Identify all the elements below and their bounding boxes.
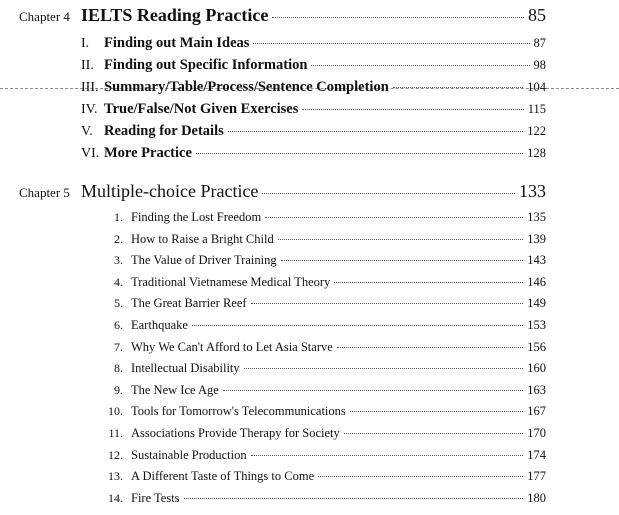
toc-item-row[interactable] [100, 318, 546, 333]
toc-item-row[interactable] [100, 448, 546, 463]
section-title: Summary/Table/Process/Sentence Completion [104, 79, 389, 95]
page-number: 87 [533, 36, 546, 50]
item-title: Tools for Tomorrow's Telecommunications [131, 404, 346, 419]
item-number: 6. [114, 318, 123, 332]
page-number: 180 [527, 490, 546, 505]
item-title: Fire Tests [131, 490, 180, 505]
page-number: 156 [527, 339, 546, 354]
page-number: 174 [527, 447, 546, 462]
dot-leader [337, 347, 523, 348]
dot-leader [251, 455, 524, 456]
dot-leader [192, 325, 523, 326]
chapter-label: Chapter 5 [19, 185, 70, 200]
dot-leader [334, 282, 523, 283]
chapter-title: IELTS Reading Practice [81, 5, 269, 25]
page-number: 149 [527, 296, 546, 311]
item-title: Why We Can't Afford to Let Asia Starve [131, 339, 333, 354]
item-number: 10. [108, 404, 123, 419]
page-number: 122 [527, 124, 546, 138]
dot-leader [302, 109, 523, 110]
item-title: The Great Barrier Reef [131, 296, 247, 311]
page-number: 146 [527, 274, 546, 289]
page-number: 104 [527, 80, 546, 94]
page-number: 139 [527, 231, 546, 246]
section-number: V. [81, 124, 93, 139]
dot-leader [184, 498, 524, 499]
chapter-4-heading[interactable] [19, 5, 546, 26]
toc-item-row[interactable] [100, 491, 546, 506]
page-number: 85 [528, 5, 546, 25]
section-number: VI. [81, 146, 100, 161]
dot-leader [272, 17, 524, 18]
toc-section-row[interactable] [81, 57, 546, 74]
dot-leader [311, 65, 529, 66]
dot-leader [262, 193, 515, 194]
chapter-label: Chapter 4 [19, 9, 70, 24]
dot-leader [318, 476, 523, 477]
dot-leader [281, 260, 524, 261]
item-number: 9. [114, 382, 123, 397]
item-number: 8. [114, 361, 123, 376]
page-number: 167 [527, 404, 546, 419]
toc-item-row[interactable] [100, 404, 546, 419]
item-number: 14. [108, 490, 123, 505]
item-number: 5. [114, 296, 123, 311]
toc-item-row[interactable] [100, 232, 546, 247]
chapter-5-heading[interactable] [19, 181, 546, 202]
dot-leader [393, 87, 523, 88]
section-title: Reading for Details [104, 123, 224, 139]
toc-item-row[interactable] [100, 361, 546, 376]
item-title: Finding the Lost Freedom [131, 210, 262, 224]
section-title: Finding out Specific Information [104, 57, 308, 73]
page-number: 170 [527, 426, 546, 440]
page-number: 98 [533, 58, 546, 72]
toc-item-row[interactable] [100, 253, 546, 268]
toc-item-row[interactable] [100, 296, 546, 311]
item-title: The New Ice Age [131, 382, 219, 397]
toc-item-row[interactable] [100, 275, 546, 290]
item-number: 13. [108, 469, 123, 484]
toc-section-row[interactable] [81, 101, 546, 118]
page-number: 153 [527, 318, 546, 332]
chapter-title: Multiple-choice Practice [81, 181, 259, 201]
dot-leader [278, 239, 524, 240]
section-title: More Practice [104, 145, 192, 161]
toc-item-row[interactable] [100, 210, 546, 225]
page-number: 135 [527, 210, 546, 224]
section-number: II. [81, 58, 94, 73]
item-title: Sustainable Production [131, 447, 247, 462]
dot-leader [251, 303, 524, 304]
item-title: Earthquake [131, 318, 188, 332]
dot-leader [223, 390, 523, 391]
section-number: I. [81, 36, 90, 51]
toc-section-row[interactable] [81, 145, 546, 162]
item-number: 7. [114, 339, 123, 354]
section-title: True/False/Not Given Exercises [104, 101, 299, 117]
toc-item-row[interactable] [100, 340, 546, 355]
dot-leader [244, 368, 524, 369]
toc-item-row[interactable] [100, 383, 546, 398]
item-number: 1. [114, 210, 123, 224]
item-number: 3. [114, 253, 123, 268]
item-title: Associations Provide Therapy for Society [131, 426, 340, 440]
dot-leader [196, 153, 523, 154]
item-title: How to Raise a Bright Child [131, 231, 274, 246]
toc-item-row[interactable] [100, 426, 546, 441]
section-number: IV. [81, 102, 98, 117]
item-title: Traditional Vietnamese Medical Theory [131, 274, 331, 289]
item-number: 2. [114, 231, 123, 246]
section-title: Finding out Main Ideas [104, 35, 250, 51]
page-number: 133 [519, 181, 546, 201]
page-number: 143 [527, 253, 546, 268]
toc-section-row[interactable] [81, 79, 546, 96]
page-number: 163 [527, 382, 546, 397]
section-number: III. [81, 80, 99, 95]
item-title: Intellectual Disability [131, 361, 240, 376]
page-number: 160 [527, 361, 546, 376]
dot-leader [344, 433, 523, 434]
item-number: 11. [108, 426, 123, 440]
page-number: 115 [527, 102, 546, 116]
item-number: 12. [108, 447, 123, 462]
toc-section-row[interactable] [81, 35, 546, 52]
item-title: The Value of Driver Training [131, 253, 277, 268]
dot-leader [228, 131, 523, 132]
item-title: A Different Taste of Things to Come [131, 469, 315, 484]
toc-section-row[interactable] [81, 123, 546, 140]
dot-leader [350, 411, 523, 412]
dot-leader [265, 217, 523, 218]
item-number: 4. [114, 274, 123, 289]
dot-leader [253, 43, 529, 44]
page-number: 177 [527, 469, 546, 484]
page-number: 128 [527, 146, 546, 160]
toc-item-row[interactable] [100, 469, 546, 484]
